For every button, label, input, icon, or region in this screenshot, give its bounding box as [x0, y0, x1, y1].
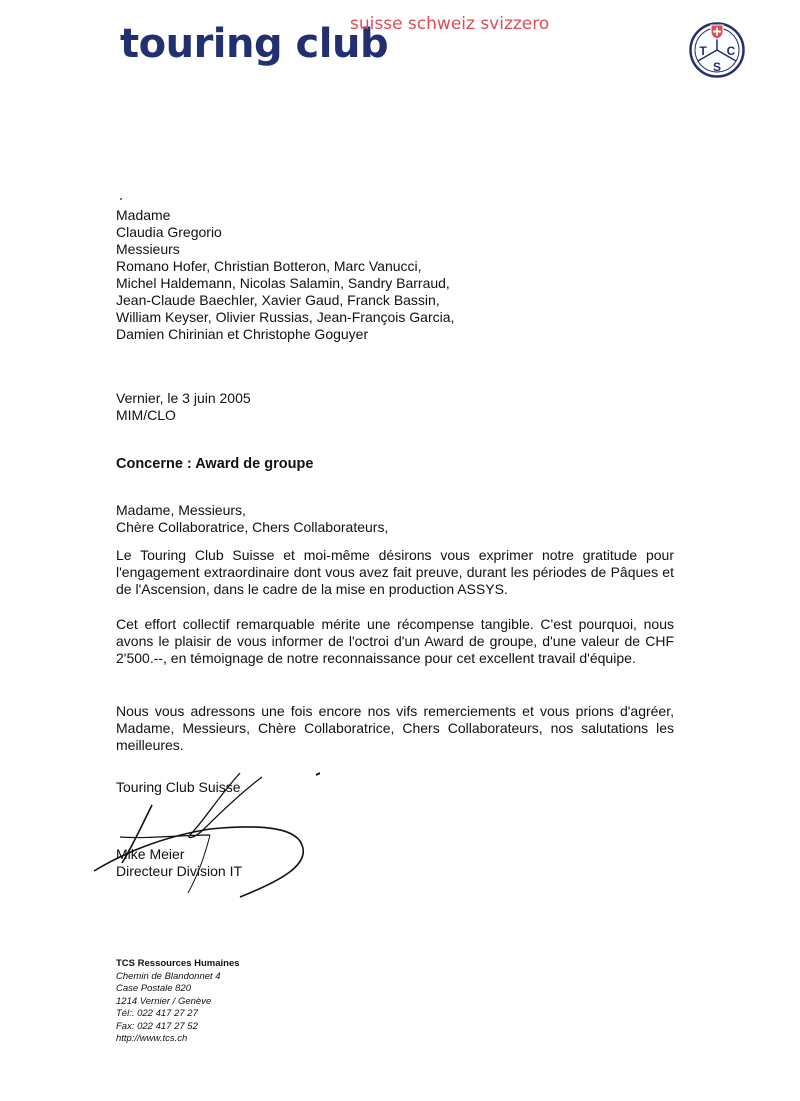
- recipient-block: [116, 207, 454, 343]
- footer-line: Tél:. 022 417 27 27: [116, 1008, 198, 1019]
- logo-letter-s: S: [712, 60, 722, 74]
- handwritten-signature: [90, 765, 320, 905]
- body-paragraph: Cet effort collectif remarquable mérite une récompense tangible. C'est pourquoi, nous avons le plaisir de vous informer de l'octroi d'un Award de groupe, d'une valeur de CHF 2'500.--, en témoignage de notre reconnaissance pour cet excellent travail d'équipe.: [116, 616, 674, 666]
- recipient-line: Jean-Claude Baechler, Xavier Gaud, Franck Bassin,: [116, 292, 440, 308]
- salutation-line: Chère Collaboratrice, Chers Collaborateurs,: [116, 519, 389, 535]
- recipient-line: Messieurs: [116, 241, 180, 257]
- recipient-line: Romano Hofer, Christian Botteron, Marc Vanucci,: [116, 258, 422, 274]
- footer-address: [116, 958, 240, 1046]
- tcs-logo-icon: [689, 22, 745, 78]
- body-paragraph: Le Touring Club Suisse et moi-même désirons vous exprimer notre gratitude pour l'engagement extraordinaire dont vous avez fait preuve, durant les périodes de Pâques et de l'Ascension, dans le cadre de la mise en production ASSYS.: [116, 547, 674, 597]
- scan-speck: [120, 198, 122, 200]
- salutation-line: Madame, Messieurs,: [116, 502, 246, 518]
- recipient-line: William Keyser, Olivier Russias, Jean-François Garcia,: [116, 309, 455, 325]
- recipient-line: Claudia Gregorio: [116, 224, 222, 240]
- recipient-line: Madame: [116, 207, 171, 223]
- footer-line: 1214 Vernier / Genève: [116, 995, 212, 1007]
- brand-wordmark: touring club: [120, 21, 389, 67]
- recipient-line: Damien Chirinian et Christophe Goguyer: [116, 326, 369, 342]
- salutation-block: [116, 502, 388, 536]
- date-line: Vernier, le 3 juin 2005: [116, 390, 251, 406]
- footer-website-link[interactable]: http://www.tcs.ch: [116, 1033, 188, 1044]
- brand-tagline: suisse schweiz svizzero: [350, 14, 550, 34]
- logo-letter-t: T: [699, 44, 707, 58]
- footer-line: Case Postale 820: [116, 983, 191, 994]
- signer-title: Directeur Division IT: [116, 863, 243, 879]
- logo-letter-c: C: [726, 44, 736, 58]
- body-paragraph: Nous vous adressons une fois encore nos vifs remerciements et vous prions d'agréer, Madame, Messieurs, Chère Collaboratrice, Chers Collaborateurs, nos salutations les meilleures.: [116, 703, 674, 753]
- footer-line: Fax: 022 417 27 52: [116, 1020, 198, 1032]
- signer-name: Mike Meier: [116, 846, 185, 862]
- subject-line: Concerne : Award de groupe: [116, 456, 314, 472]
- footer-line: Chemin de Blandonnet 4: [116, 970, 221, 982]
- date-block: [116, 390, 251, 424]
- footer-org: TCS Ressources Humaines: [116, 958, 240, 969]
- reference-code: MIM/CLO: [116, 407, 176, 423]
- closing-org: Touring Club Suisse: [116, 779, 241, 795]
- recipient-line: Michel Haldemann, Nicolas Salamin, Sandry Barraud,: [116, 275, 450, 291]
